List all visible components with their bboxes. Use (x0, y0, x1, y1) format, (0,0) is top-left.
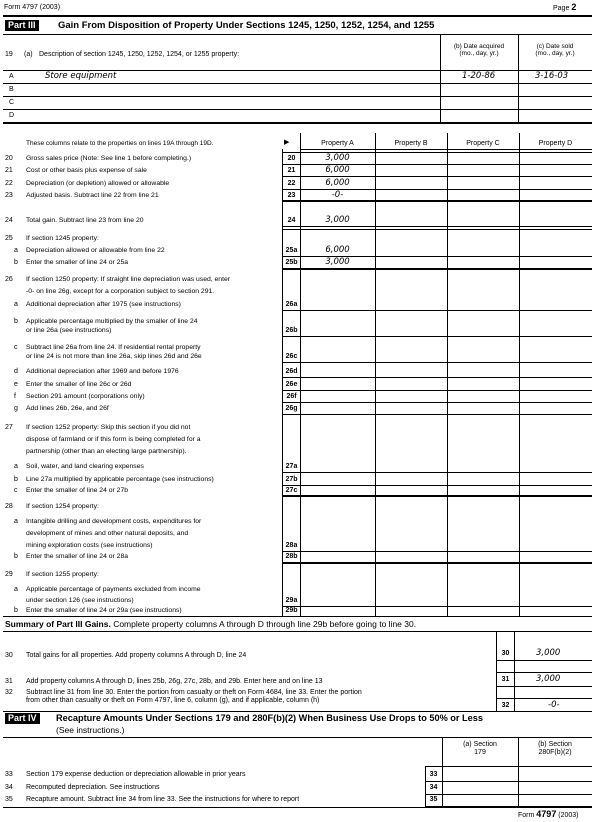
line-text: If section 1255 property: (26, 571, 99, 578)
line32-num: 32 (5, 689, 13, 696)
col-header-text: These columns relate to the properties on lines 19A through 19D. (26, 140, 214, 147)
line-text: development of mines and other natural deposits, and (26, 530, 189, 537)
line-box-number: 20 (287, 155, 296, 162)
line30-value: 3,000 (536, 648, 561, 658)
line-text: Additional depreciation after 1969 and before 1976 (26, 368, 179, 375)
part4-col-b-label: (b) Section (538, 741, 572, 748)
line-text: Enter the smaller of line 24 or 25a (26, 259, 129, 266)
part4-subtitle: (See instructions.) (56, 725, 125, 735)
line-text: Applicable percentage of payments excluded from income (26, 586, 201, 593)
line-box-number: 26a (285, 301, 298, 308)
p4-line-number: 35 (5, 796, 13, 803)
prop-letter: A (9, 73, 14, 80)
line-letter: a (14, 586, 18, 593)
line-text: If section 1254 property: (26, 503, 99, 510)
line-number: 20 (5, 155, 13, 162)
line30-text: Total gains for all properties. Add property columns A through D, line 24 (26, 652, 247, 659)
line-box-number: 26e (285, 381, 298, 388)
line-letter: a (14, 463, 18, 470)
line-letter: b (14, 476, 18, 483)
part4-col-b-sub: 280F(b)(2) (538, 749, 572, 756)
prop-date-sold: 3-16-03 (535, 71, 569, 81)
part4-col-a-sub: 179 (474, 749, 486, 756)
line-text: or line 26a (see instructions) (26, 327, 112, 334)
line-letter: a (14, 518, 18, 525)
line-letter: f (14, 393, 16, 400)
line-text: If section 1252 property: Skip this section if you did not (26, 424, 191, 431)
line-text: or line 24 is not more than line 26a, skip lines 26d and 26e (26, 353, 202, 360)
line-letter: c (14, 487, 18, 494)
col-property-c: Property C (466, 140, 500, 147)
prop-letter: C (9, 99, 15, 106)
col-property-d: Property D (538, 140, 573, 147)
part3-tag: Part III (5, 20, 39, 31)
line-text: mining exploration costs (see instructions) (26, 542, 153, 549)
p4-line-number: 33 (5, 771, 13, 778)
line-value-property-a: 6,000 (325, 165, 350, 175)
line-letter: b (14, 318, 18, 325)
line-box-number: 25b (285, 259, 298, 266)
line30-box: 30 (501, 650, 510, 657)
line19-num: 19 (5, 51, 13, 58)
line-box-number: 26d (285, 368, 298, 375)
col-property-b: Property B (394, 140, 428, 147)
line-value-property-a: 3,000 (325, 153, 350, 163)
line-text: Enter the smaller of line 24 or 27b (26, 487, 129, 494)
col-c-header (518, 43, 592, 57)
line-box-number: 26c (285, 353, 298, 360)
page-label (553, 3, 576, 13)
line-letter: a (14, 301, 18, 308)
col-b-header (440, 43, 518, 57)
summary-title (5, 619, 416, 629)
line-box-number: 26f (286, 393, 297, 400)
line-letter: c (14, 344, 18, 351)
line-letter: b (14, 607, 18, 614)
line-text: Enter the smaller of line 24 or 29a (see instructions) (26, 607, 182, 614)
part4-tag: Part IV (5, 713, 40, 724)
page-word: Page (553, 5, 570, 12)
line19-desc: Description of section 1245, 1250, 1252, 1254, or 1255 property: (39, 51, 240, 58)
line-text: Enter the smaller of line 24 or 28a (26, 553, 129, 560)
line-text: Total gain. Subtract line 23 from line 20 (26, 217, 144, 224)
line-number: 29 (5, 571, 13, 578)
line31-text: Add property columns A through D, lines 25b, 26g, 27c, 28b, and 29b. Enter here and on line 13 (26, 678, 323, 685)
prop-date-acquired: 1-20-86 (462, 71, 496, 81)
part4-col-a-label: (a) Section (463, 741, 497, 748)
line-text: under section 126 (see instructions) (26, 597, 134, 604)
line-text: Cost or other basis plus expense of sale (26, 167, 147, 174)
line-box-number: 27b (285, 476, 298, 483)
summary-subtitle: Complete property columns A through D through line 29b before going to line 30. (113, 619, 417, 629)
p4-line-box: 35 (429, 796, 438, 803)
line-text: partnership (other than an electing large partnership). (26, 448, 187, 455)
line-box-number: 27a (285, 463, 298, 470)
line-text: -0- on line 26g, except for a corporation subject to section 291. (26, 288, 215, 295)
p4-line-box: 33 (429, 771, 438, 778)
line-text: Applicable percentage multiplied by the smaller of line 24 (26, 318, 198, 325)
line-number: 27 (5, 424, 13, 431)
footer-year: (2003) (558, 812, 579, 819)
line-letter: a (14, 247, 18, 254)
line-value-property-a: -0- (331, 190, 344, 200)
prop-letter: B (9, 86, 14, 93)
part4-title: Recapture Amounts Under Sections 179 and 280F(b)(2) When Business Use Drops to 50% or Less (56, 713, 483, 723)
line-box-number: 29a (285, 597, 298, 604)
footer-form-num: 4797 (536, 809, 557, 819)
line-letter: b (14, 553, 18, 560)
line32-value: -0- (548, 700, 560, 710)
prop-letter: D (9, 112, 15, 119)
p4-line-text: Recapture amount. Subtract line 34 from line 33. See the instructions for where to report (26, 796, 300, 803)
part4-col-a (442, 741, 518, 757)
page-number: 2 (571, 2, 577, 12)
line-letter: b (14, 259, 18, 266)
line-value-property-a: 6,000 (325, 245, 350, 255)
line-text: If section 1245 property: (26, 235, 99, 242)
prop-description: Store equipment (45, 71, 117, 81)
line19-letter: (a) (24, 51, 33, 58)
line-text: Additional depreciation after 1975 (see instructions) (26, 301, 181, 308)
line30-num: 30 (5, 652, 13, 659)
p4-line-number: 34 (5, 784, 13, 791)
line-box-number: 27c (285, 487, 298, 494)
line-text: Gross sales price (Note: See line 1 before completing.) (26, 155, 192, 162)
line-value-property-a: 3,000 (325, 257, 350, 267)
line-box-number: 25a (285, 247, 298, 254)
line-text: Section 291 amount (corporations only) (26, 393, 145, 400)
line-value-property-a: 3,000 (325, 215, 350, 225)
line-text: Depreciation allowed or allowable from line 22 (26, 247, 165, 254)
part3-title: Gain From Disposition of Property Under Sections 1245, 1250, 1252, 1254, and 1255 (58, 20, 435, 31)
p4-line-box: 34 (429, 784, 438, 791)
line-letter: g (14, 405, 18, 412)
line-box-number: 22 (287, 180, 296, 187)
line31-num: 31 (5, 678, 13, 685)
line-text: Adjusted basis. Subtract line 22 from line 21 (26, 192, 159, 199)
line-box-number: 28b (285, 553, 298, 560)
col-b-sub: (mo., day, yr.) (459, 50, 499, 57)
line-text: If section 1250 property: If straight line depreciation was used, enter (26, 276, 231, 283)
line32-text2: from other than casualty or theft on Form 4797, line 6, column (g), and if applicable, column (h) (26, 697, 320, 704)
line31-value: 3,000 (536, 674, 561, 684)
line-letter: e (14, 381, 18, 388)
line-number: 21 (5, 167, 13, 174)
line-box-number: 26b (285, 327, 298, 334)
line32-text1: Subtract line 31 from line 30. Enter the portion from casualty or theft on Form 4684, line 33. Enter the portion (26, 689, 362, 696)
summary-title-bold: Summary of Part III Gains. (5, 619, 111, 629)
line31-box: 31 (501, 676, 510, 683)
p4-line-text: Recomputed depreciation. See instructions (26, 784, 160, 791)
line-text: Subtract line 26a from line 24. If residential rental property (26, 344, 201, 351)
form-label: Form 4797 (2003) (4, 4, 61, 11)
line-box-number: 29b (285, 607, 298, 614)
line-text: Line 27a multiplied by applicable percentage (see instructions) (26, 476, 214, 483)
col-c-label: (c) Date sold (536, 43, 574, 50)
line-text: Depreciation (or depletion) allowed or allowable (26, 180, 170, 187)
line-text: Intangible drilling and development costs, expenditures for (26, 518, 202, 525)
line-value-property-a: 6,000 (325, 178, 350, 188)
line-box-number: 26g (285, 405, 298, 412)
line-number: 22 (5, 180, 13, 187)
line-number: 26 (5, 276, 13, 283)
col-b-label: (b) Date acquired (453, 43, 505, 50)
line-box-number: 28a (285, 542, 298, 549)
line-text: Soil, water, and land clearing expenses (26, 463, 144, 470)
line-letter: d (14, 368, 18, 375)
footer-form-word: Form (518, 812, 535, 819)
line-number: 28 (5, 503, 13, 510)
line-text: dispose of farmland or if this form is being completed for a (26, 436, 201, 443)
part4-col-b (518, 741, 592, 757)
line-text: Enter the smaller of line 26c or 26d (26, 381, 132, 388)
p4-line-text: Section 179 expense deduction or depreciation allowable in prior years (26, 771, 246, 778)
line-number: 25 (5, 235, 13, 242)
col-property-a: Property A (321, 140, 354, 147)
col-c-sub: (mo., day, yr.) (535, 50, 575, 57)
line-box-number: 23 (287, 192, 296, 199)
line-box-number: 24 (287, 217, 296, 224)
line-text: Add lines 26b, 26e, and 26f (26, 405, 109, 412)
line32-box: 32 (501, 702, 510, 709)
line-box-number: 21 (287, 167, 296, 174)
line-number: 23 (5, 192, 13, 199)
footer-form (518, 810, 579, 820)
line-number: 24 (5, 217, 13, 224)
col-header-arrow: ▶ (284, 139, 290, 146)
